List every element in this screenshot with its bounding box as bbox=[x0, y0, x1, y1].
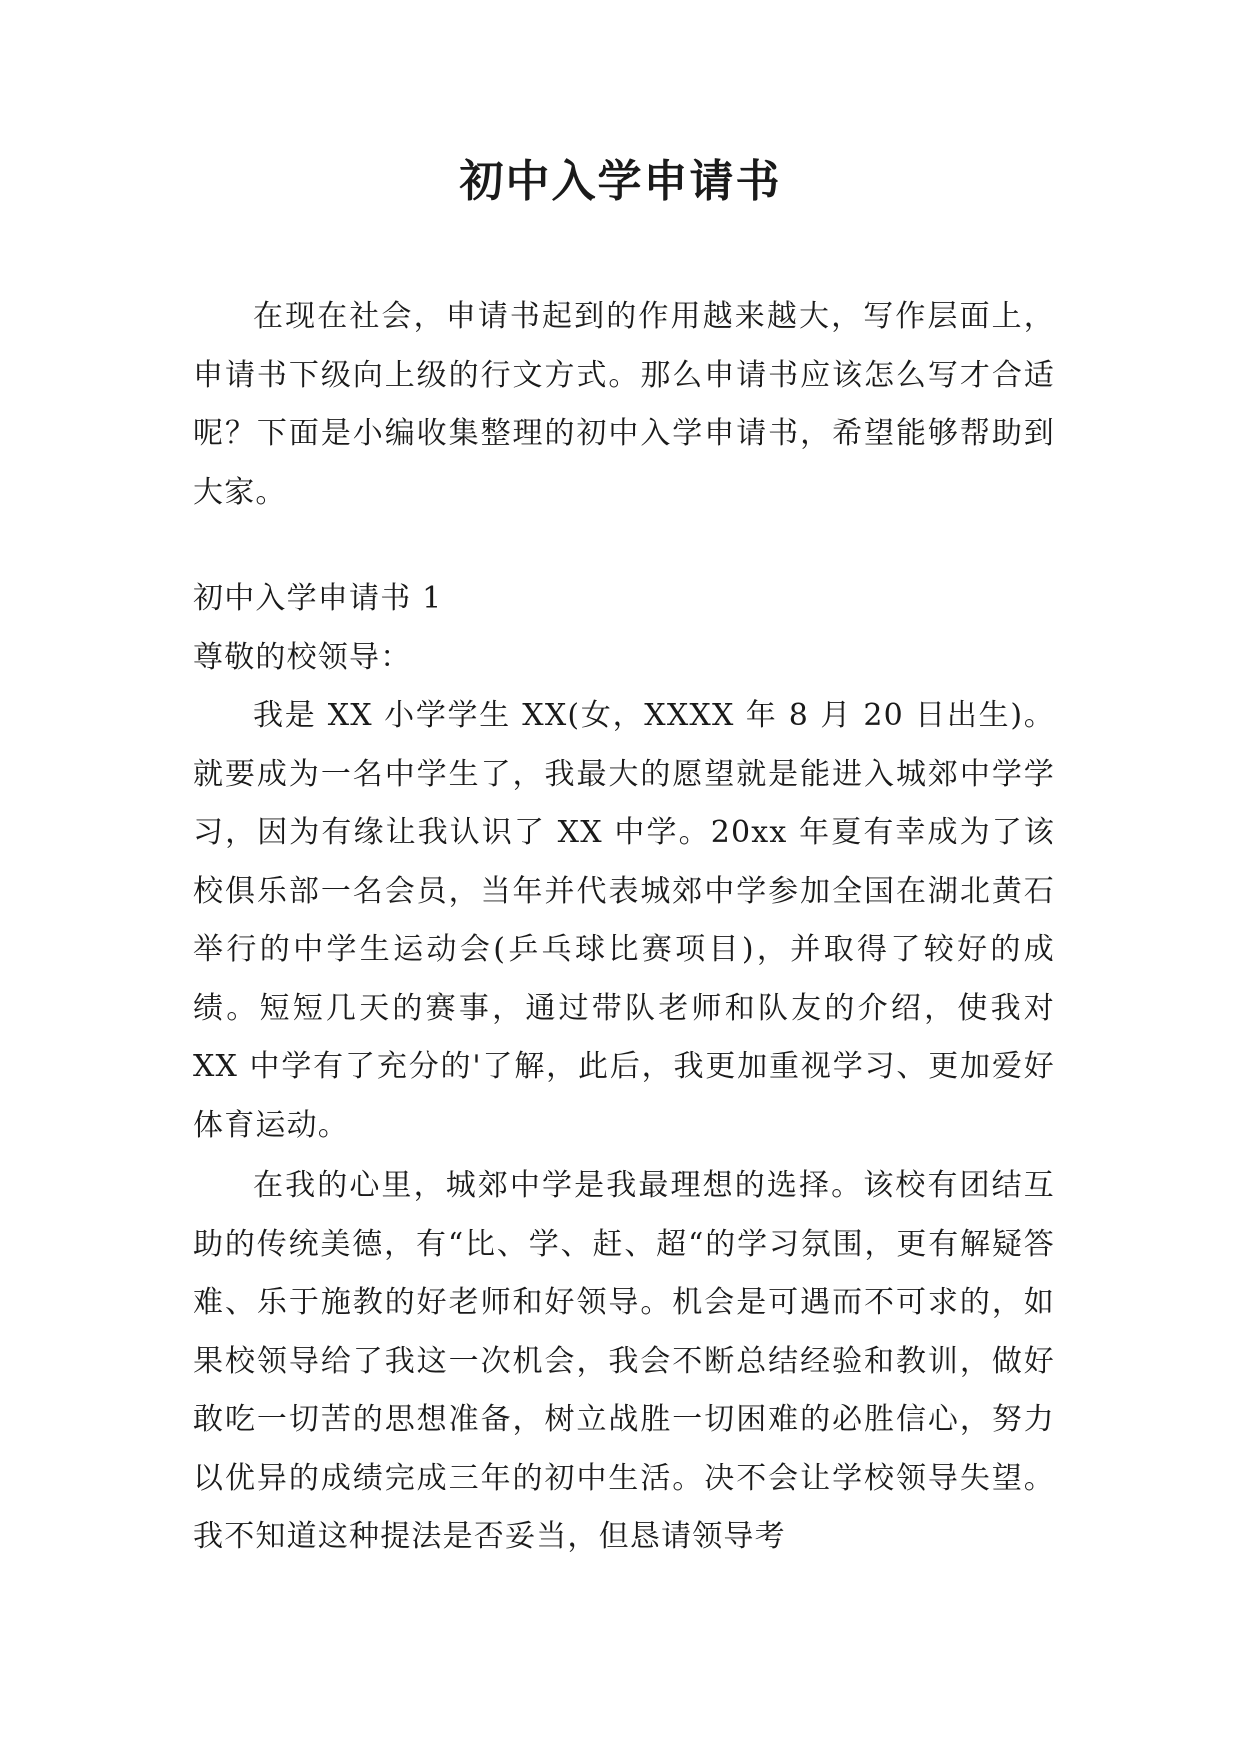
body-paragraph-2: 在我的心里，城郊中学是我最理想的选择。该校有团结互助的传统美德，有“比、学、赶、超“的学习氛围，更有解疑答难、乐于施教的好老师和好领导。机会是可遇而不可求的，如果校领导给了我这一次机会，我会不断总结经验和教训，做好敢吃一切苦的思想准备，树立战胜一切困难的必胜信心，努力以优异的成绩完成三年的初中生活。决不会让学校领导失望。我不知道这种提法是否妥当，但恳请领导考 bbox=[193, 1168, 1055, 1554]
salutation: 尊敬的校领导： bbox=[193, 639, 412, 675]
document-body bbox=[193, 288, 1055, 1567]
intro-paragraph: 在现在社会，申请书起到的作用越来越大，写作层面上，申请书下级向上级的行文方式。那么申请书应该怎么写才合适呢？下面是小编收集整理的初中入学申请书，希望能够帮助到大家。 bbox=[193, 299, 1055, 510]
body-paragraph-1: 我是 XX 小学学生 XX(女，XXXX 年 8 月 20 日出生)。就要成为一名中学生了，我最大的愿望就是能进入城郊中学学习，因为有缘让我认识了 XX 中学。20xx 年夏有幸成为了该校俱乐部一名会员，当年并代表城郊中学参加全国在湖北黄石举行的中学生运动会(乒乓球比赛项目)，并取得了较好的成绩。短短几天的赛事，通过带队老师和队友的介绍，使我对 XX 中学有了充分的'了解，此后，我更加重视学习、更加爱好体育运动。 bbox=[193, 698, 1055, 1143]
spacer bbox=[193, 522, 1055, 570]
document-title: 初中入学申请书 bbox=[459, 156, 782, 207]
section-heading: 初中入学申请书 1 bbox=[193, 581, 443, 616]
